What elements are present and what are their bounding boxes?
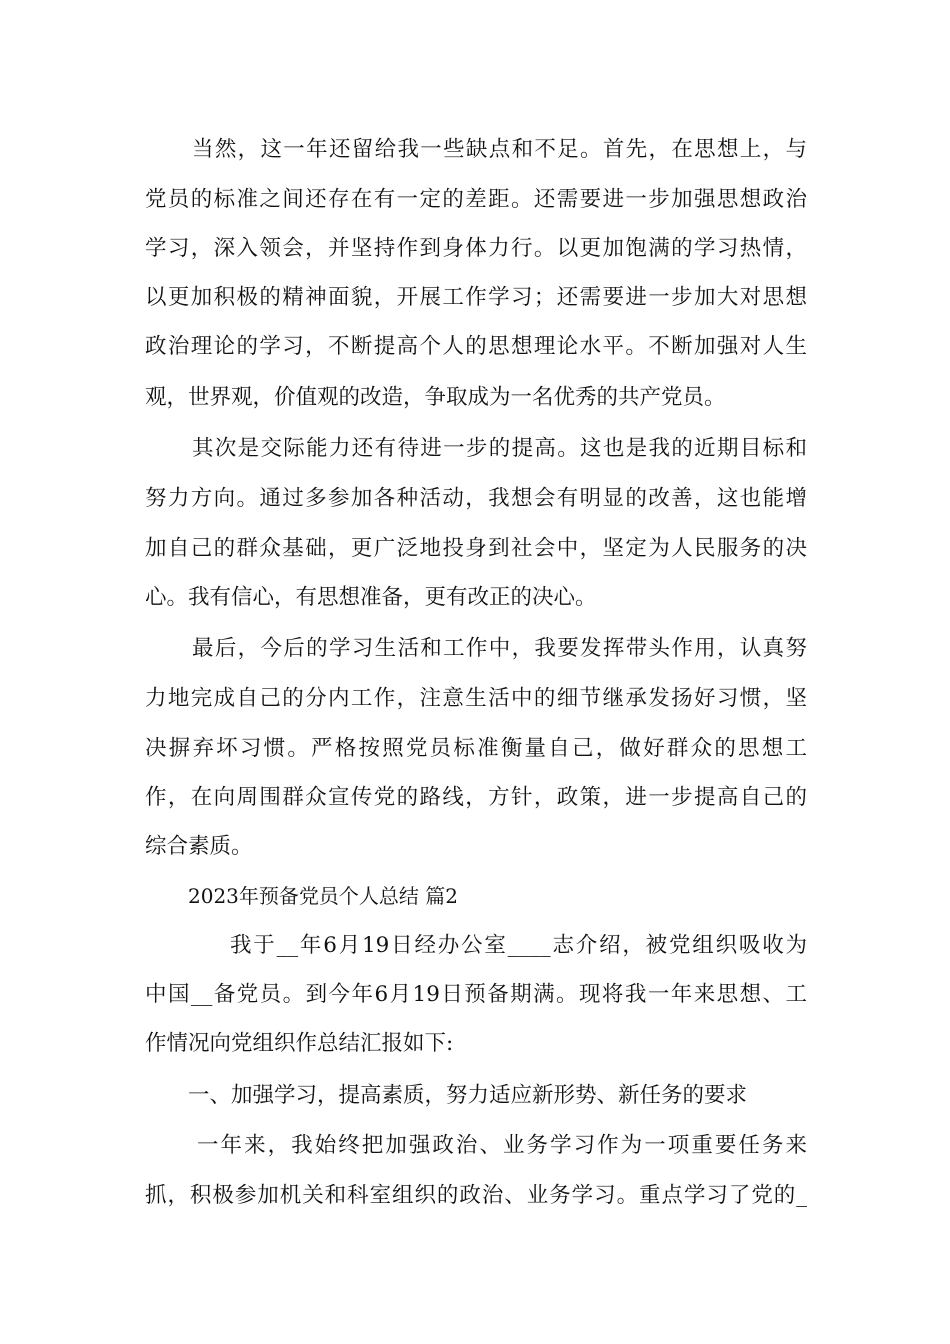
section-heading: 2023年预备党员个人总结 篇2 <box>188 884 458 908</box>
paragraph-4-line-1: 我于__年6月19日经办公室____志介绍，被党组织吸收为 <box>230 933 807 958</box>
paragraph-2-line-3: 加自己的群众基础，更广泛地投身到社会中，坚定为人民服务的决 <box>145 536 807 561</box>
paragraph-1-line-6: 观，世界观，价值观的改造，争取成为一名优秀的共产党员。 <box>145 385 726 410</box>
paragraph-1-line-3: 学习，深入领会，并坚持作到身体力行。以更加饱满的学习热情， <box>145 236 807 261</box>
paragraph-1-line-4: 以更加积极的精神面貌，开展工作学习；还需要进一步加大对思想 <box>145 285 807 310</box>
paragraph-5-line-1: 一年来，我始终把加强政治、业务学习作为一项重要任务来 <box>197 1133 807 1158</box>
paragraph-3-line-1: 最后，今后的学习生活和工作中，我要发挥带头作用，认真努 <box>192 636 807 661</box>
paragraph-3-line-2: 力地完成自己的分内工作，注意生活中的细节继承发扬好习惯，坚 <box>145 686 807 711</box>
paragraph-2-line-4: 心。我有信心，有思想准备，更有改正的决心。 <box>145 585 597 610</box>
paragraph-2-line-1: 其次是交际能力还有待进一步的提高。这也是我的近期目标和 <box>192 436 807 461</box>
paragraph-5-line-2: 抓，积极参加机关和科室组织的政治、业务学习。重点学习了党的_ <box>145 1183 807 1208</box>
paragraph-1-line-5: 政治理论的学习，不断提高个人的思想理论水平。不断加强对人生 <box>145 334 807 359</box>
paragraph-3-line-4: 作，在向周围群众宣传党的路线，方针，政策，进一步提高自己的 <box>145 785 807 810</box>
paragraph-1-line-2: 党员的标准之间还存在有一定的差距。还需要进一步加强思想政治 <box>145 187 807 212</box>
paragraph-2-line-2: 努力方向。通过多参加各种活动，我想会有明显的改善，这也能增 <box>145 486 807 511</box>
paragraph-3-line-3: 决摒弃坏习惯。严格按照党员标准衡量自己，做好群众的思想工 <box>145 736 807 761</box>
paragraph-4-line-2: 中国__备党员。到今年6月19日预备期满。现将我一年来思想、工 <box>145 982 807 1007</box>
paragraph-1-line-1: 当然，这一年还留给我一些缺点和不足。首先，在思想上，与 <box>192 137 807 162</box>
subheading-1: 一、加强学习，提高素质，努力适应新形势、新任务的要求 <box>188 1083 748 1108</box>
paragraph-3-line-5: 综合素质。 <box>145 834 253 859</box>
paragraph-4-line-3: 作情况向党组织作总结汇报如下: <box>145 1031 454 1056</box>
